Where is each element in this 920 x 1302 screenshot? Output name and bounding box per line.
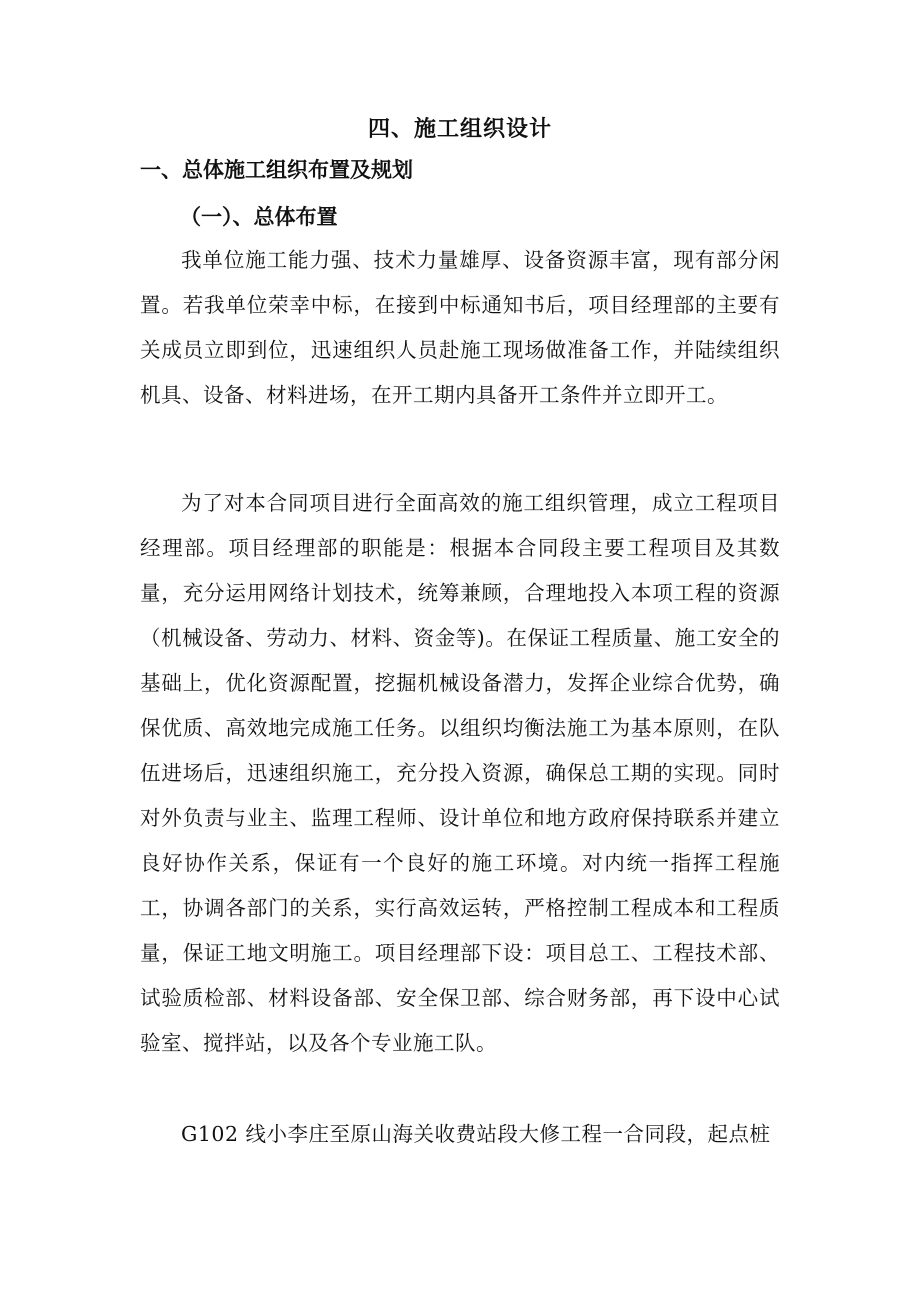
body-paragraph-2: 为了对本合同项目进行全面高效的施工组织管理，成立工程项目经理部。项目经理部的职能是：根据本合同段主要工程项目及其数量，充分运用网络计划技术，统筹兼顾，合理地投入本项工程的资源（机械设备、劳动力、材料、资金等)。在保证工程质量、施工安全的基础上，优化资源配置，挖掘机械设备潜力，发挥企业综合优势，确保优质、高效地完成施工任务。以组织均衡法施工为基本原则，在队伍进场后，迅速组织施工，充分投入资源，确保总工期的实现。同时对外负责与业主、监理工程师、设计单位和地方政府保持联系并建立良好协作关系，保证有一个良好的施工环境。对内统一指挥工程施工，协调各部门的关系，实行高效运转，严格控制工程成本和工程质量，保证工地文明施工。项目经理部下设：项目总工、工程技术部、试验质检部、材料设备部、安全保卫部、综合财务部，再下设中心试验室、搅拌站，以及各个专业施工队。 <box>140 491 780 1055</box>
subsection-heading: （一）、总体布置 <box>180 204 338 229</box>
body-paragraph-3: G102 线小李庄至原山海关收费站段大修工程一合同段，起点桩 <box>181 1122 771 1146</box>
body-paragraph-1: 我单位施工能力强、技术力量雄厚、设备资源丰富，现有部分闲置。若我单位荣幸中标，在接到中标通知书后，项目经理部的主要有关成员立即到位，迅速组织人员赴施工现场做准备工作，并陆续组织机具、设备、材料进场，在开工期内具备开工条件并立即开工。 <box>140 248 780 407</box>
document-title: 四、施工组织设计 <box>367 116 552 142</box>
section-heading: 一、总体施工组织布置及规划 <box>140 157 413 182</box>
